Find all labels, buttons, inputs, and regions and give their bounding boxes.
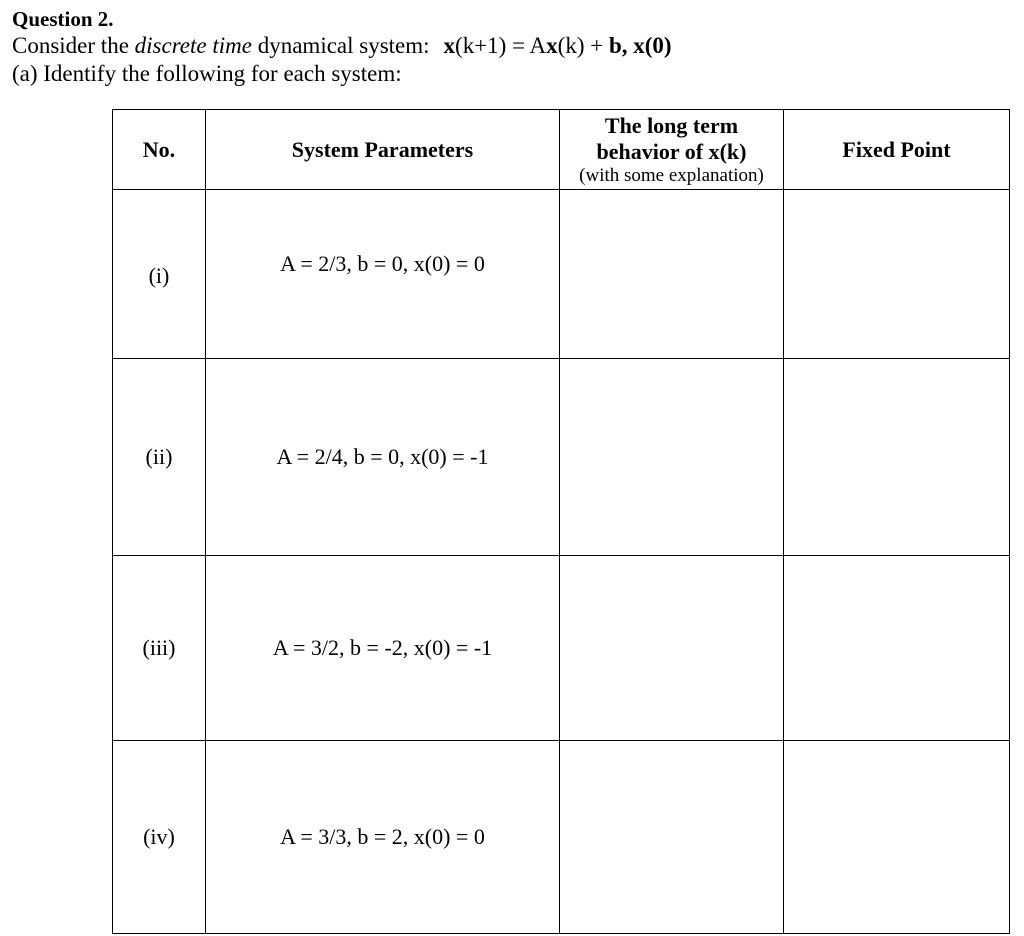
row-long-term-behavior-cell[interactable]	[560, 741, 784, 934]
intro-prefix: Consider the	[12, 33, 135, 58]
header-long-term-line1: The long term	[604, 112, 739, 138]
row-long-term-behavior-cell[interactable]	[560, 556, 784, 741]
system-equation: x(k+1) = Ax(k) + b, x(0)	[443, 33, 672, 58]
intro-suffix: dynamical system:	[251, 33, 430, 58]
row-long-term-behavior-cell[interactable]	[560, 190, 784, 359]
row-number: (iii)	[113, 556, 206, 741]
question-title: Question 2.	[12, 7, 114, 31]
row-number: (ii)	[113, 359, 206, 556]
row-number: (i)	[113, 190, 206, 359]
row-system-parameters: A = 3/3, b = 2, x(0) = 0	[206, 741, 560, 934]
table-row	[113, 190, 1010, 359]
row-system-parameters: A = 2/3, b = 0, x(0) = 0	[206, 190, 560, 359]
header-fixed-point: Fixed Point	[784, 110, 1010, 190]
header-system-parameters: System Parameters	[206, 110, 560, 190]
intro-italic: discrete time	[134, 33, 252, 58]
systems-table	[112, 109, 1010, 934]
table-row	[113, 359, 1010, 556]
row-number: (iv)	[113, 741, 206, 934]
header-long-term-behavior	[560, 110, 784, 190]
row-system-parameters: A = 2/4, b = 0, x(0) = -1	[206, 359, 560, 556]
header-no: No.	[113, 110, 206, 190]
part-a-instruction: (a) Identify the following for each system:	[12, 61, 402, 86]
header-long-term-line2: behavior of x(k)	[596, 138, 747, 164]
row-system-parameters: A = 3/2, b = -2, x(0) = -1	[206, 556, 560, 741]
row-fixed-point-cell[interactable]	[784, 741, 1010, 934]
table-header-row	[113, 110, 1010, 190]
row-fixed-point-cell[interactable]	[784, 359, 1010, 556]
row-long-term-behavior-cell[interactable]	[560, 359, 784, 556]
row-fixed-point-cell[interactable]	[784, 190, 1010, 359]
table-row	[113, 741, 1010, 934]
header-long-term-note: (with some explanation)	[579, 164, 764, 186]
row-fixed-point-cell[interactable]	[784, 556, 1010, 741]
table-row	[113, 556, 1010, 741]
question-intro	[12, 32, 672, 60]
